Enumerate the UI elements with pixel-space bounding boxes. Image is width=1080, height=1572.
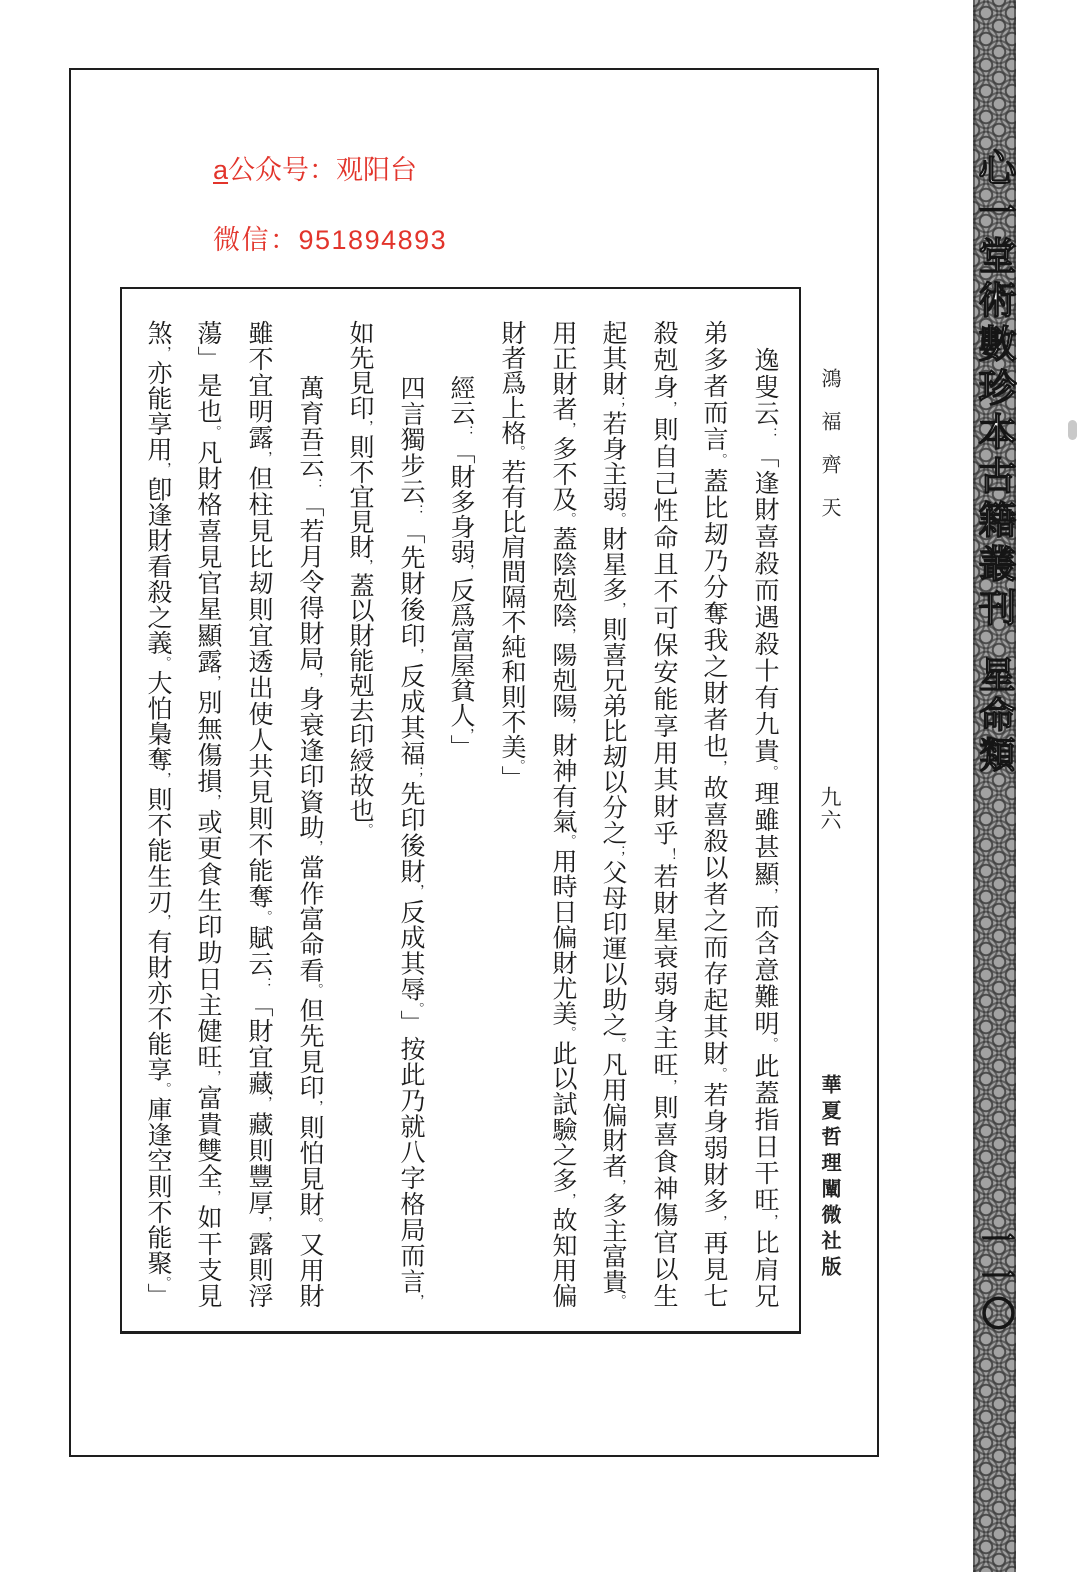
folio-number: 九六 — [818, 786, 842, 832]
scrollbar-thumb[interactable] — [1068, 420, 1077, 440]
series-strip — [973, 0, 1016, 1572]
series-title: 心一堂術數珍本古籍叢刊 — [972, 148, 1017, 632]
text-column-4: 起其財；若身主弱。財星多，則喜兄弟比刼以分之；父母印運以助之。凡用偏財者，多主富貴。 — [599, 320, 628, 1309]
running-head: 鴻福齊天 — [818, 368, 842, 540]
text-column-13: 煞，亦能享用，卽逢財看殺之義。大怕梟奪，則不能生刃，有財亦不能享。庫逢空則不能聚。」 — [144, 320, 173, 1309]
publisher-imprint: 華夏哲理闡微社版 — [818, 1074, 842, 1282]
text-column-2: 弟多者而言。蓋比刼乃分奪我之財者也，故喜殺以者之而存起其財。若身弱財多，再見七 — [700, 320, 729, 1309]
watermark-prefix: a — [213, 155, 229, 185]
text-column-8: 四言獨步云：「先財後印，反成其福；先印後財，反成其辱。」按此乃就八字格局而言， — [397, 375, 426, 1309]
text-column-10: 萬育吾云：「若月令得財局，身衰逢印資助，當作富命看。但先見印，則怕見財。又用財 — [296, 375, 325, 1309]
watermark-wechat-id: 微信：951894893 — [213, 225, 448, 255]
series-page-number: 一一〇 — [975, 1222, 1015, 1333]
text-column-1: 逸叟云：「逢財喜殺而遇殺十有九貴。理雖甚顯，而含意難明。此蓋指日干旺，比肩兄 — [751, 347, 780, 1309]
text-column-6: 財者爲上格。若有比肩間隔不純和則不美。」 — [498, 320, 527, 791]
text-column-12: 蕩」是也。凡財格喜見官星顯露，別無傷損，或更食生印助日主健旺，富貴雙全，如干支見 — [194, 320, 223, 1309]
text-column-11: 雖不宜明露，但柱見比刼則宜透出使人共見則不能奪。賦云：「財宜藏，藏則豐厚，露則浮 — [245, 320, 274, 1309]
watermark-account — [213, 154, 417, 186]
text-column-9: 如先見印，則不宜見財，蓋以財能剋去印綬故也。 — [346, 320, 375, 837]
text-column-5: 用正財者，多不及。蓋陰剋陰，陽剋陽，財神有氣。用時日偏財尤美。此以試驗之多，故知用偏 — [549, 320, 578, 1309]
series-category: 星命類 — [974, 656, 1016, 776]
text-column-7: 經云：「財多身弱，反爲富屋貧人，」 — [447, 375, 476, 760]
watermark-account-text: 公众号：观阳台 — [228, 155, 418, 185]
text-column-3: 殺剋身，則自己性命且不可保安能享用其財乎！若財星衰弱身主旺，則喜食神傷官以生 — [650, 320, 679, 1309]
